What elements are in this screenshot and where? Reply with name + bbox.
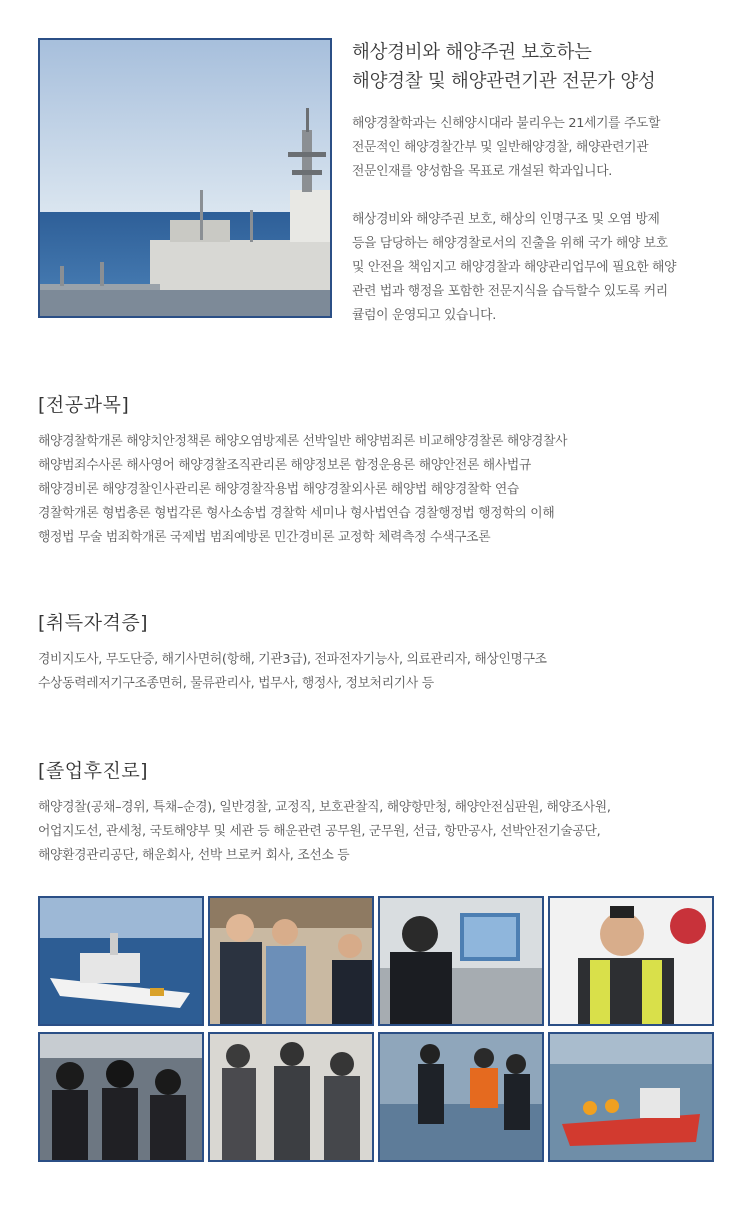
major-line-5: 행정법 무술 범죄학개론 국제법 범죄예방론 민간경비론 교정학 체력측정 수색구조론 xyxy=(38,530,491,545)
major-line-3: 해양경비론 해양경찰인사관리론 해양경찰작용법 해양경찰외사론 해양법 해양경찰학 연습 xyxy=(38,482,519,497)
photo-rescue-boat xyxy=(548,1032,714,1162)
photo-patrol-ship xyxy=(38,896,204,1026)
intro-paragraph-1 xyxy=(352,112,720,184)
major-line-4: 경찰학개론 형법총론 형법각론 형사소송법 경찰학 세미나 형사법연습 경찰행정법 행정학의 이해 xyxy=(38,506,555,521)
career-line-1: 해양경찰(공채–경위, 특채–순경), 일반경찰, 교정직, 보호관찰직, 해양항만청, 해양안전심판원, 해양조사원, xyxy=(38,800,611,815)
intro-p1-line-3: 전문인재를 양성함을 목표로 개설된 학과입니다. xyxy=(352,164,613,179)
hero-ship-image xyxy=(38,38,332,318)
photo-tactical-team xyxy=(38,1032,204,1162)
license-line-1: 경비지도사, 무도단증, 해기사면허(항해, 기관3급), 전파전자기능사, 의료관리자, 해상인명구조 xyxy=(38,652,547,667)
photo-inspection xyxy=(208,896,374,1026)
photo-rescue-training xyxy=(378,1032,544,1162)
intro-p2-line-5: 큘럼이 운영되고 있습니다. xyxy=(352,308,496,323)
photo-control-room xyxy=(378,896,544,1026)
intro-p1-line-1: 해양경찰학과는 신해양시대라 불리우는 21세기를 주도할 xyxy=(352,116,661,131)
major-line-1: 해양경찰학개론 해양치안정책론 해양오염방제론 선박일반 해양범죄론 비교해양경찰론 해양경찰사 xyxy=(38,434,568,449)
intro-p1-line-2: 전문적인 해양경찰간부 및 일반해양경찰, 해양관련기관 xyxy=(352,140,649,155)
major-line-2: 해양범죄수사론 해사영어 해양경찰조직관리론 해양정보론 함정운용론 해양안전론 해사법규 xyxy=(38,458,532,473)
career-line-3: 해양환경관리공단, 해운회사, 선박 브로커 회사, 조선소 등 xyxy=(38,848,350,863)
major-section-title: [전공과목] xyxy=(38,394,130,416)
intro-p2-line-1: 해상경비와 해양주권 보호, 해상의 인명구조 및 오염 방제 xyxy=(352,212,660,227)
intro-text xyxy=(352,112,720,328)
license-list xyxy=(38,648,718,696)
headline-line-1: 해상경비와 해양주권 보호하는 xyxy=(352,42,592,63)
headline xyxy=(352,38,732,96)
intro-p2-line-2: 등을 담당하는 해양경찰로서의 진출을 위해 국가 해양 보호 xyxy=(352,236,668,251)
intro-p2-line-3: 및 안전을 책임지고 해양경찰과 해양관리업무에 필요한 해양 xyxy=(352,260,677,275)
intro-paragraph-2 xyxy=(352,208,720,328)
photo-officer-portrait xyxy=(548,896,714,1026)
license-section-title: [취득자격증] xyxy=(38,612,149,634)
license-line-2: 수상동력레저기구조종면허, 물류관리사, 법무사, 행정사, 정보처리기사 등 xyxy=(38,676,434,691)
photo-armed-unit xyxy=(208,1032,374,1162)
career-section-title: [졸업후진로] xyxy=(38,760,149,782)
intro-p2-line-4: 관련 법과 행정을 포함한 전문지식을 습득할수 있도록 커리 xyxy=(352,284,668,299)
career-line-2: 어업지도선, 관세청, 국토해양부 및 세관 등 해운관련 공무원, 군무원, 선급, 항만공사, 선박안전기술공단, xyxy=(38,824,601,839)
major-subject-list xyxy=(38,430,718,550)
career-list xyxy=(38,796,718,868)
headline-line-2: 해양경찰 및 해양관련기관 전문가 양성 xyxy=(352,71,656,92)
